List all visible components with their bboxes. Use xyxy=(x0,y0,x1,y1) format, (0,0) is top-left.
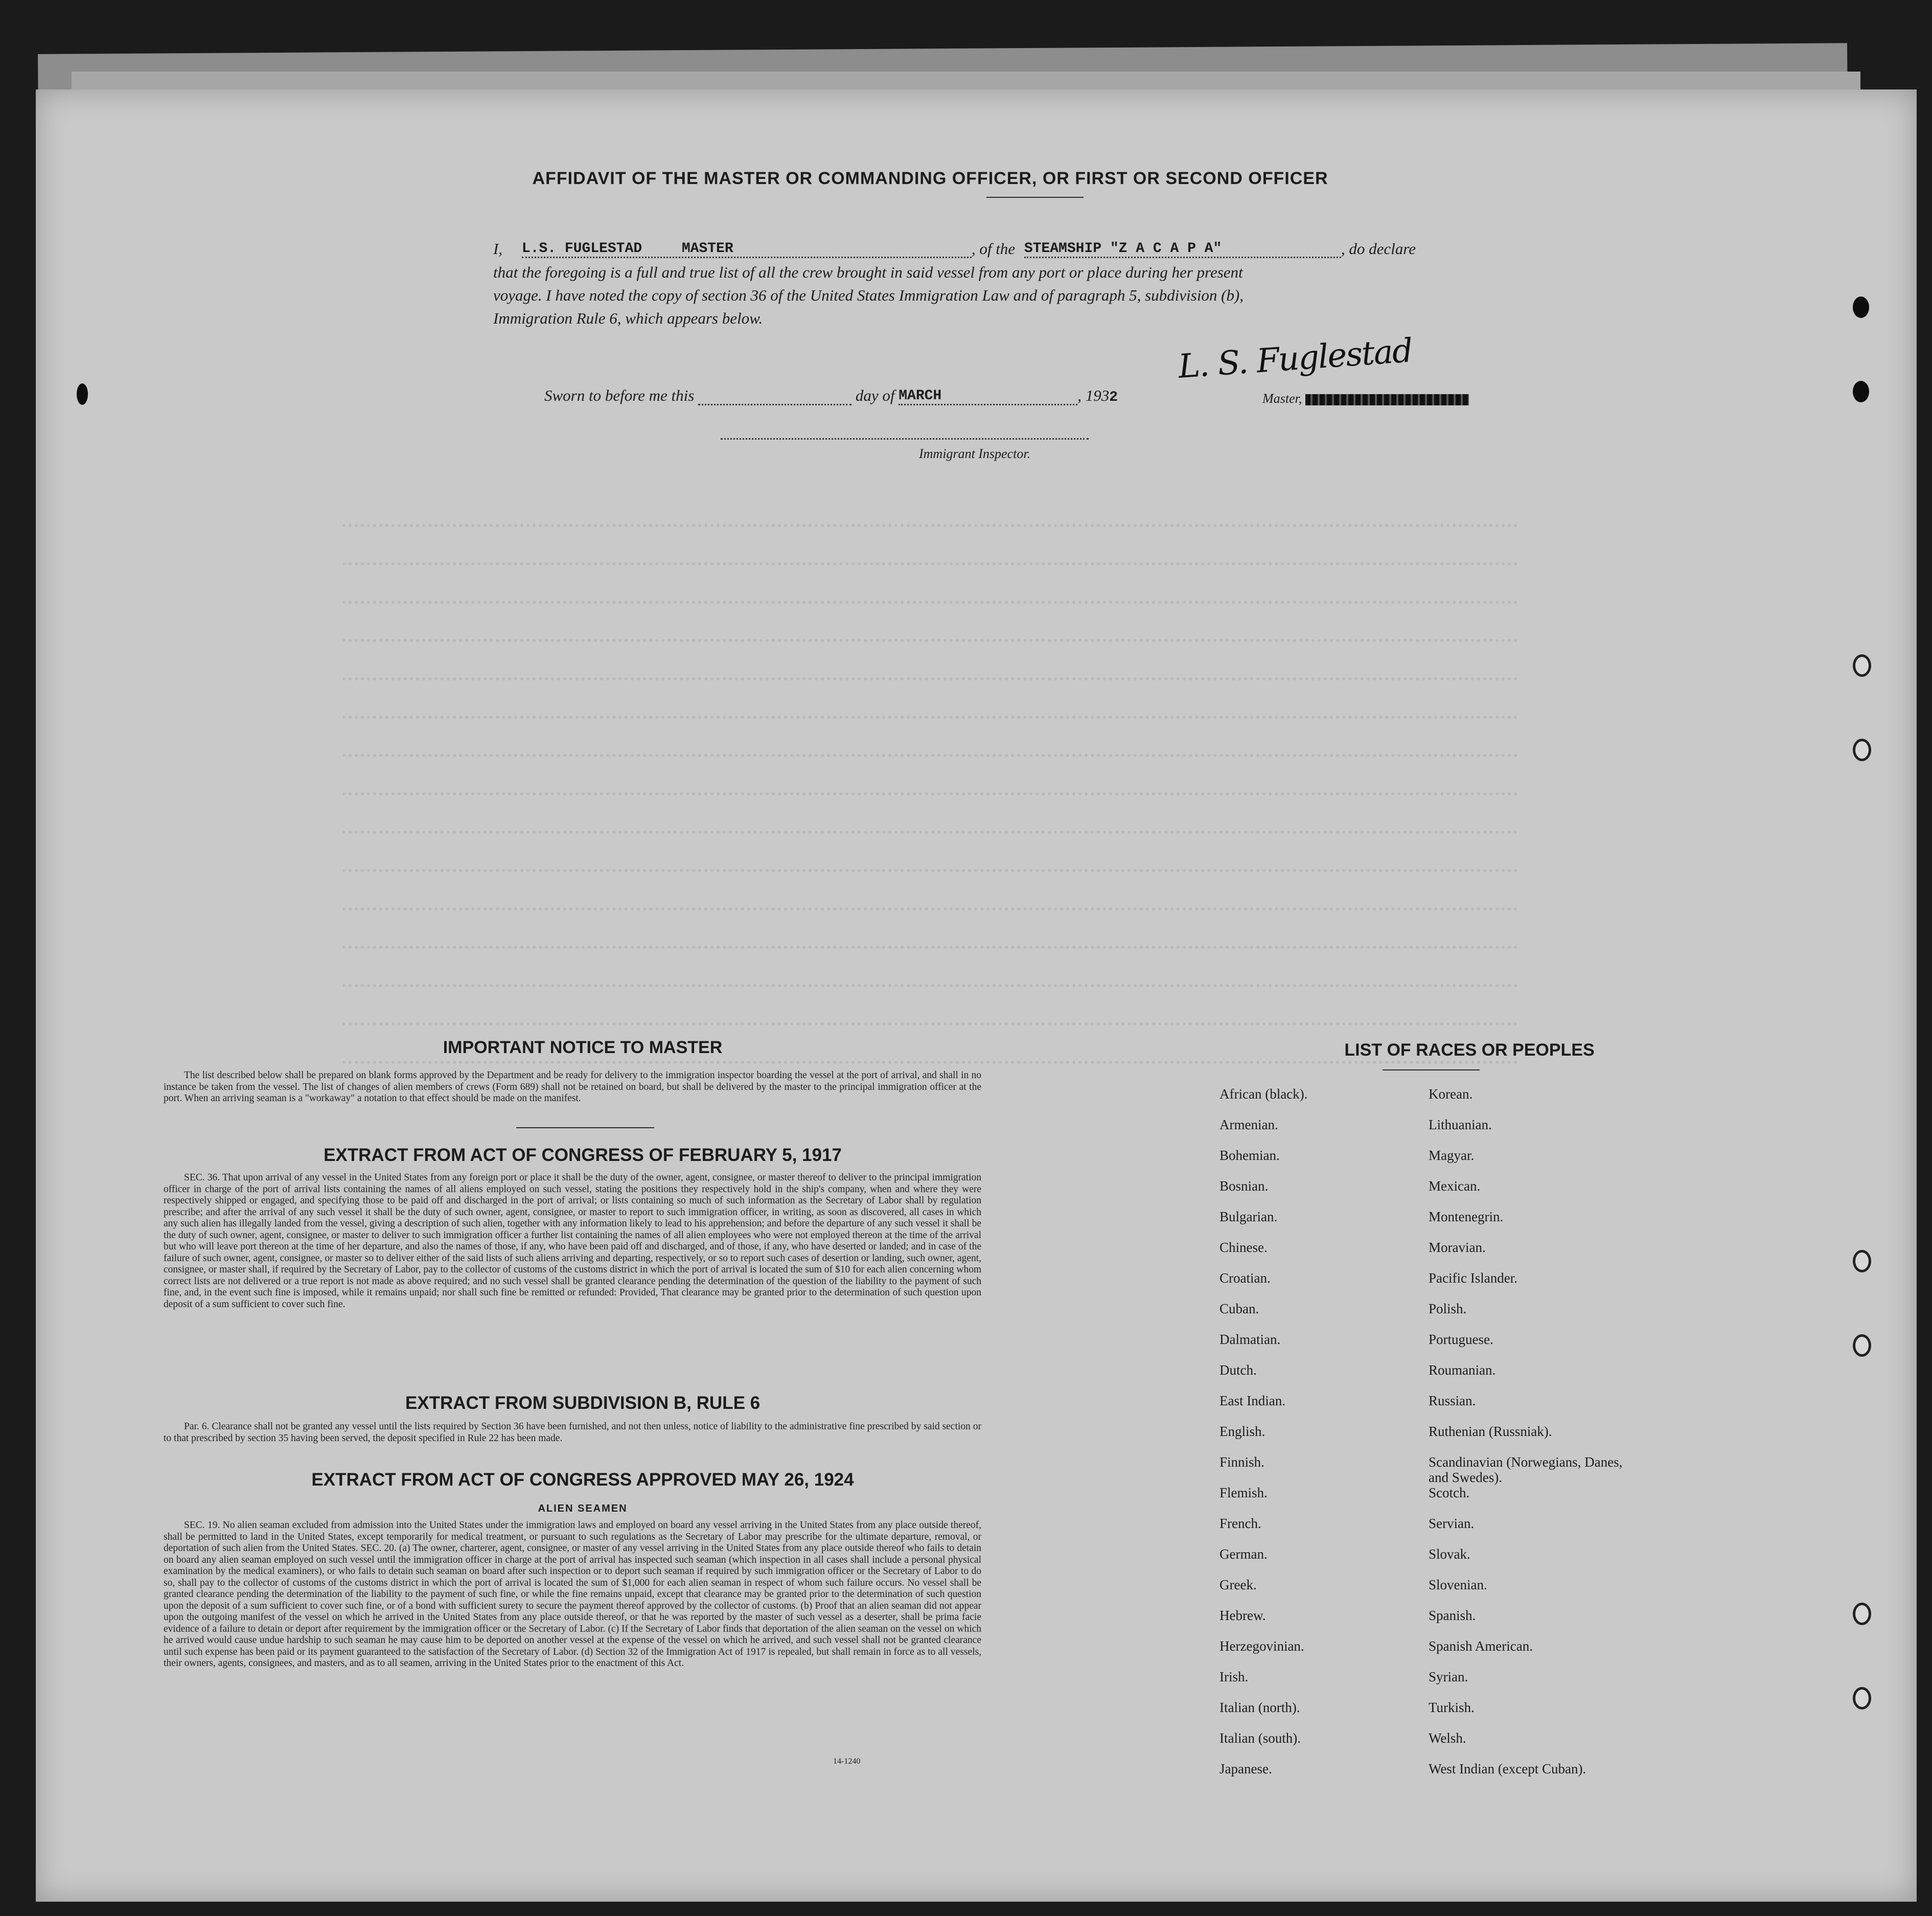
extract-1917-text: SEC. 36. That upon arrival of any vessel in the United States from any foreign port or place it shall be the duty of the owner, agent, consignee, or master thereof to deliver to the principal immigration officer in charge of the port of arrival lists containing the names of all aliens employed on such vessel, stating the positions they respectively hold in the ship's company, when and where they were respectively shipped or engaged, and specifying those to be paid off and discharged in the port of arrival; or lists containing so much of such information as the Secretary of Labor shall by regulation prescribe; and after the arrival of any such vessel it shall be the duty of such owner, agent, consignee, or master to report to such immigration officer, in writing, as soon as discovered, all cases in which any such alien has illegally landed from the vessel, giving a description of such alien, together with any information likely to lead to his apprehension; and before the departure of any such vessel it shall be the duty of such owner, agent, consignee, or master to deliver to such immigration officer a further list containing the names of all alien employees who were not employed thereon at the time of the arrival but who will leave port thereon at the time of her departure, and also the names of those, if any, who have been paid off and discharged, and of those, if any, who have deserted or landed; and in case of the failure of such owner, agent, consignee, or master so to deliver either of the said lists of such aliens arriving and departing, respectively, or so to report such cases of desertion or landing, such owner, agent, consignee, or master shall, if required by the Secretary of Labor, pay to the collector of customs of the customs district in which the port of arrival is located the sum of $10 for each alien concerning whom correct lists are not delivered or a true report is not made as above required; and no such vessel shall be granted clearance pending the determination of the question of the liability to the payment of such fine, and, in the event such fine is imposed, while it remains unpaid; nor shall such fine be remitted or refunded: Provided, That clearance may be granted prior to the determination of such question upon deposit of a sum sufficient to cover such fine. xyxy=(164,1172,981,1310)
rule-6-text: Par. 6. Clearance shall not be granted any vessel until the lists required by Section 36 have been furnished, and not then unless, notice of liability to the administrative fine prescribed by said section or to that prescribed by section 35 having been served, the deposit specified in Rule 22 has been made. xyxy=(164,1421,981,1444)
race-item: Greek. xyxy=(1220,1577,1257,1592)
race-item: African (black). xyxy=(1220,1086,1308,1102)
race-item: Moravian. xyxy=(1429,1240,1486,1255)
races-right-column xyxy=(1429,1086,1643,1792)
race-item: Montenegrin. xyxy=(1429,1209,1504,1224)
section-divider xyxy=(516,1127,654,1128)
race-item: Servian. xyxy=(1429,1516,1475,1531)
sworn-line: Sworn to before me this day of MARCH , 1932 xyxy=(544,385,1118,405)
master-signature: L. S. Fuglestad xyxy=(1177,332,1414,386)
affidavit-body-line-1: that the foregoing is a full and true list of all the crew brought in said vessel from any port or place during her present xyxy=(493,263,1243,281)
affidavit-body-line-3: Immigration Rule 6, which appears below. xyxy=(493,309,763,327)
day-of-text: day of xyxy=(855,386,895,404)
race-item: Dalmatian. xyxy=(1220,1332,1281,1347)
race-item: Finnish. xyxy=(1220,1454,1264,1470)
race-item: Magyar. xyxy=(1429,1148,1475,1163)
binder-hole xyxy=(1853,654,1871,677)
race-item: Italian (south). xyxy=(1220,1730,1301,1746)
extract-1924-text: SEC. 19. No alien seaman excluded from admission into the United States under the immigration laws and employed on board any vessel arriving in the United States from any place outside thereof, shall be permitted to land in the United States, except temporarily for medical treatment, or pursuant to such regulations as the Secretary of Labor may prescribe for the ultimate departure, removal, or deportation of such alien from the United States. SEC. 20. (a) The owner, charterer, agent, consignee, or master of any vessel arriving in the United States from any place outside thereof who fails to detain on board any alien seaman employed on such vessel until the immigration officer in charge at the port of arrival has inspected such seaman (which inspection in all cases shall include a personal physical examination by the medical examiners), or who fails to detain such seaman on board after such inspection or to deport such seaman if required by such immigration officer or the Secretary of Labor to do so, shall pay to the collector of customs of the customs district in which the port of arrival is located the sum of $1,000 for each alien seaman in respect of whom such failure occurs. No vessel shall be granted clearance pending the determination of the liability to the payment of such fine, or while the fine remains unpaid, except that clearance may be granted prior to the determination of such question upon the deposit of a sum sufficient to cover such fine, or of a bond with sufficient surety to secure the payment thereof approved by the collector of customs. (b) Proof that an alien seaman did not appear upon the outgoing manifest of the vessel on which he arrived in the United States from any place outside thereof, or that he was reported by the master of such vessel as a deserter, shall be prima facie evidence of a failure to detain or deport after requirement by the immigration officer or the Secretary of Labor. (c) If the Secretary of Labor finds that deportation of the alien seaman on the vessel on which he arrived would cause undue hardship to such seaman he may cause him to be deported on another vessel at the expense of the vessel on which he arrived, and such vessel shall not be granted clearance until such expense has been paid or its payment guaranteed to the satisfaction of the Secretary of Labor. (d) Section 32 of the Immigration Act of 1917 is repealed, but shall remain in force as to all vessels, their owners, agents, consignees, and masters, and as to all seamen, arriving in the United States prior to the enactment of this Act. xyxy=(164,1520,981,1669)
binder-hole xyxy=(1853,1334,1871,1357)
race-item: English. xyxy=(1220,1424,1266,1439)
of-the-text: , of the xyxy=(971,240,1016,258)
race-item: Italian (north). xyxy=(1220,1700,1300,1715)
binder-hole xyxy=(1853,739,1871,761)
race-item: Slovak. xyxy=(1429,1546,1470,1562)
declare-text: , do declare xyxy=(1341,240,1416,258)
rule-6-heading: EXTRACT FROM SUBDIVISION B, RULE 6 xyxy=(405,1393,761,1413)
inspector-label: Immigrant Inspector. xyxy=(919,446,1031,461)
extract-1924-heading: EXTRACT FROM ACT OF CONGRESS APPROVED MAY 26, 1924 xyxy=(311,1470,854,1490)
sworn-year-typed: 2 xyxy=(1109,390,1118,405)
binder-hole xyxy=(1853,1687,1871,1709)
affidavit-i: I, xyxy=(493,240,503,258)
race-item: Chinese. xyxy=(1220,1240,1268,1255)
race-item: Lithuanian. xyxy=(1429,1117,1492,1132)
extract-1917-heading: EXTRACT FROM ACT OF CONGRESS OF FEBRUARY 5, 1917 xyxy=(324,1145,842,1165)
document-page xyxy=(36,89,1917,1902)
race-item: Korean. xyxy=(1429,1086,1473,1102)
race-item: Roumanian. xyxy=(1429,1362,1496,1378)
notice-text: The list described below shall be prepared on blank forms approved by the Department and be ready for delivery to the immigration inspector boarding the vessel at the port of arrival, and shall in no instance be taken from the vessel. The list of changes of alien members of crews (Form 689) shall not be retained on board, but shall be delivered by the master to the principal immigration officer at the port. When an arriving seaman is a "workaway" a notation to that effect should be made on the manifest. xyxy=(164,1070,981,1104)
race-item: Pacific Islander. xyxy=(1429,1270,1517,1286)
race-item: Japanese. xyxy=(1220,1761,1272,1776)
race-item: Bosnian. xyxy=(1220,1178,1269,1194)
race-item: Dutch. xyxy=(1220,1362,1257,1378)
race-item: Scotch. xyxy=(1429,1485,1470,1500)
race-item: Flemish. xyxy=(1220,1485,1268,1500)
race-item: Spanish. xyxy=(1429,1608,1476,1623)
affidavit-body-line-2: voyage. I have noted the copy of section 36 of the United States Immigration Law and of paragraph 5, subdivision (b), xyxy=(493,286,1244,304)
race-item: Russian. xyxy=(1429,1393,1476,1408)
sworn-prefix: Sworn to before me this xyxy=(544,386,695,404)
race-item: Bohemian. xyxy=(1220,1148,1280,1163)
heading-divider xyxy=(986,197,1084,198)
binder-hole xyxy=(1853,381,1869,402)
sworn-year: 193 xyxy=(1085,386,1110,404)
race-item: Polish. xyxy=(1429,1301,1467,1316)
race-item: Hebrew. xyxy=(1220,1608,1266,1623)
race-item: Slovenian. xyxy=(1429,1577,1487,1592)
race-item: Mexican. xyxy=(1429,1178,1481,1194)
race-item: Turkish. xyxy=(1429,1700,1475,1715)
race-item: West Indian (except Cuban). xyxy=(1429,1761,1586,1776)
master-label: Master, xyxy=(1262,391,1302,406)
alien-seamen-subheading: ALIEN SEAMEN xyxy=(538,1503,628,1514)
vessel-name: STEAMSHIP "Z A C A P A" xyxy=(1024,241,1222,257)
race-item: Irish. xyxy=(1220,1669,1249,1684)
sworn-month: MARCH xyxy=(899,388,942,404)
race-item: Herzegovinian. xyxy=(1220,1638,1304,1654)
race-item: French. xyxy=(1220,1516,1261,1531)
master-rank: MASTER xyxy=(681,241,733,257)
races-left-column xyxy=(1220,1086,1434,1792)
form-number: 14-1240 xyxy=(833,1757,861,1766)
inspector-signature-line xyxy=(721,438,1089,440)
race-item: East Indian. xyxy=(1220,1393,1285,1408)
race-item: Spanish American. xyxy=(1429,1638,1533,1654)
master-name: L.S. FUGLESTAD xyxy=(521,241,642,257)
race-item: Cuban. xyxy=(1220,1301,1259,1316)
race-item: German. xyxy=(1220,1546,1268,1562)
binder-hole xyxy=(1853,1250,1871,1272)
affidavit-declaration-line xyxy=(493,238,1416,258)
race-item: Portuguese. xyxy=(1429,1332,1493,1347)
races-heading: LIST OF RACES OR PEOPLES xyxy=(1344,1040,1595,1060)
race-item: Syrian. xyxy=(1429,1669,1468,1684)
race-item: Scandinavian (Norwegians, Danes, and Swedes). xyxy=(1429,1454,1623,1485)
race-item: Bulgarian. xyxy=(1220,1209,1278,1224)
races-divider xyxy=(1383,1069,1480,1070)
race-item: Armenian. xyxy=(1220,1117,1278,1132)
race-item: Welsh. xyxy=(1429,1730,1466,1746)
race-item: Croatian. xyxy=(1220,1270,1271,1286)
binder-hole xyxy=(77,383,88,405)
master-signature-line xyxy=(1262,391,1469,406)
affidavit-heading: AFFIDAVIT OF THE MASTER OR COMMANDING OFFICER, OR FIRST OR SECOND OFFICER xyxy=(532,169,1328,188)
notice-heading: IMPORTANT NOTICE TO MASTER xyxy=(443,1038,723,1057)
binder-hole xyxy=(1853,296,1869,318)
race-item: Ruthenian (Russniak). xyxy=(1429,1424,1552,1439)
binder-hole xyxy=(1853,1603,1871,1625)
struck-out-text xyxy=(1305,394,1469,405)
